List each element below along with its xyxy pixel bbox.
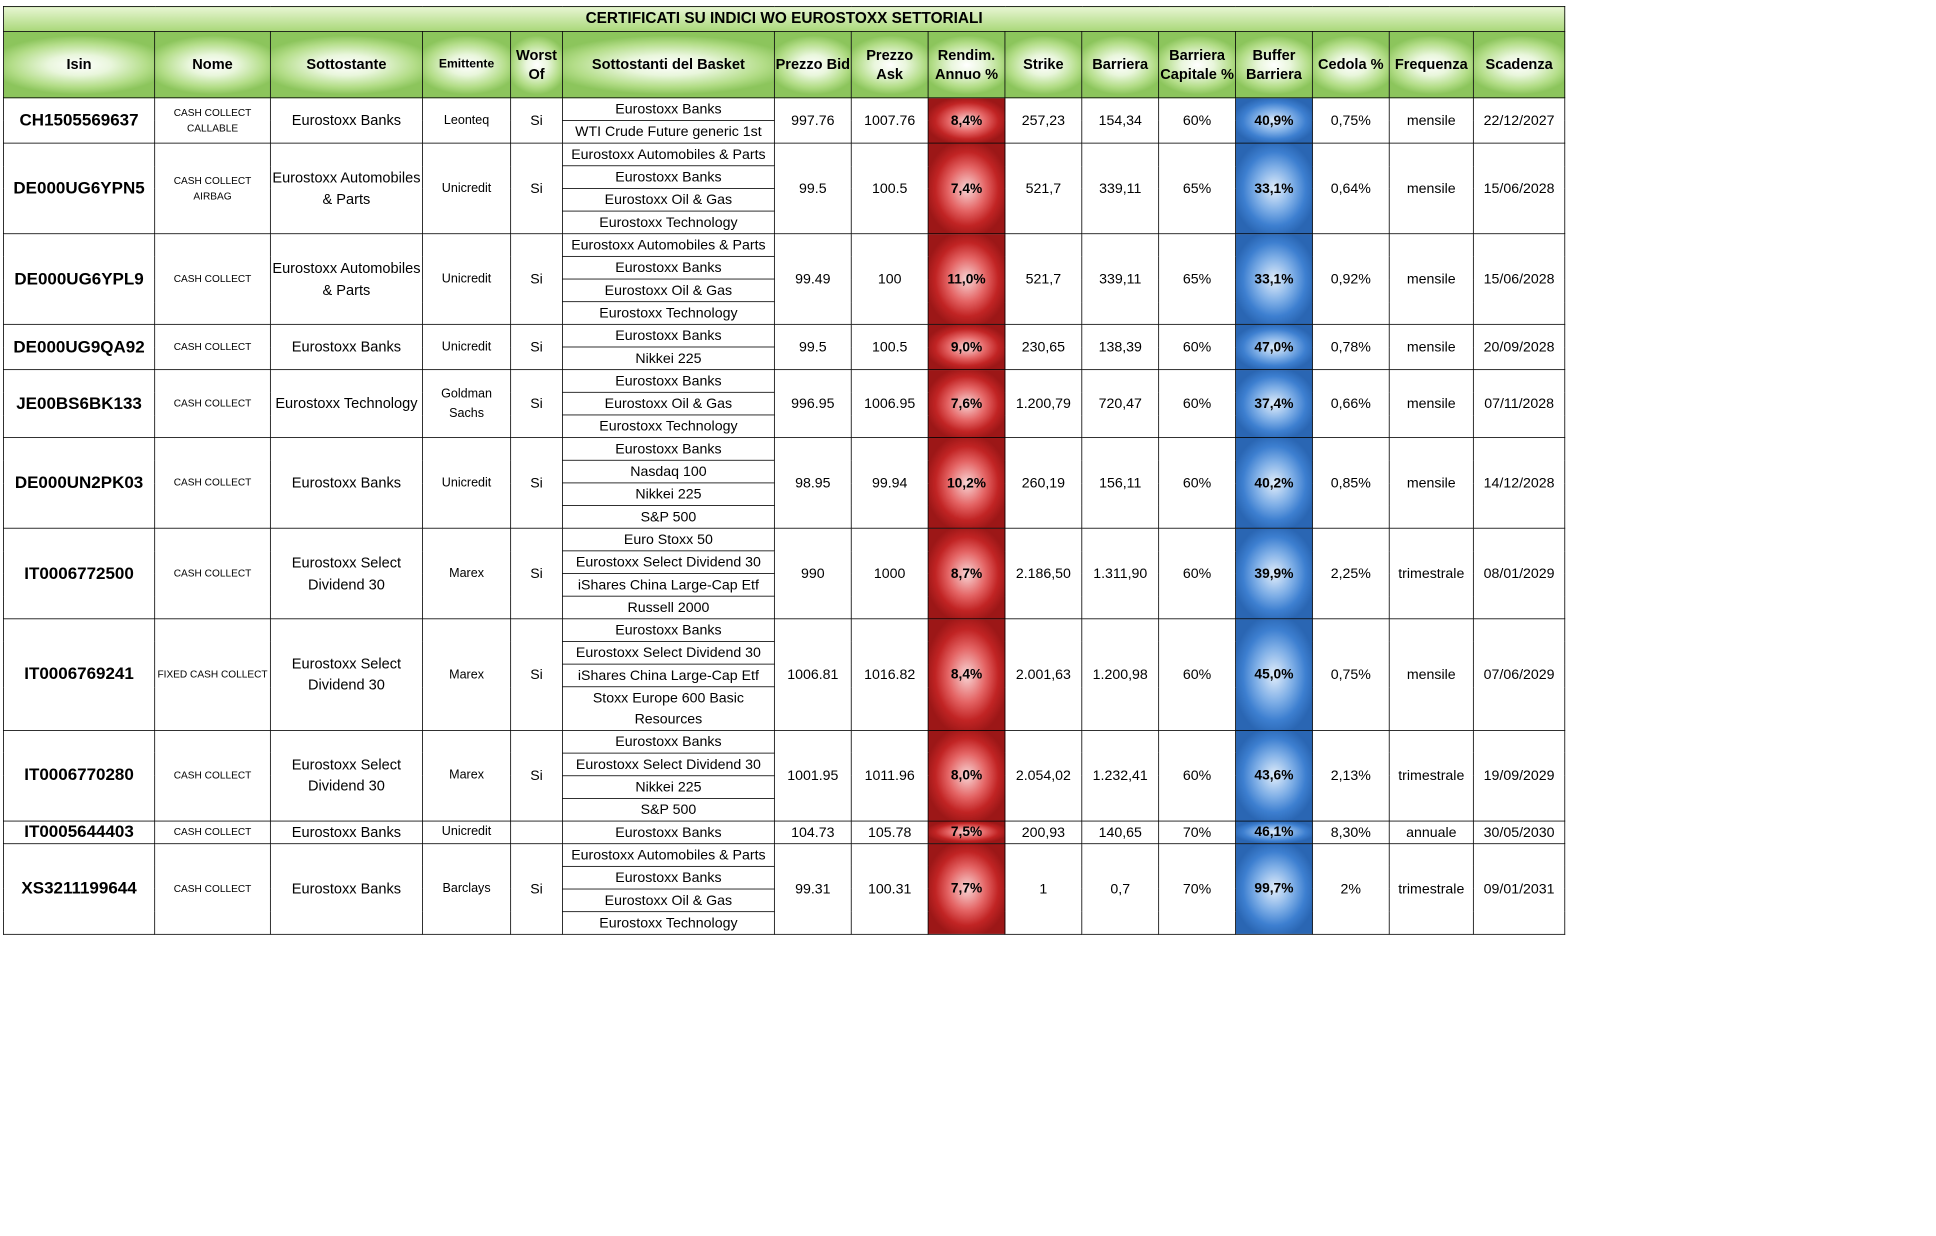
prezzo-ask-cell: 1006.95 — [851, 370, 928, 438]
strike-cell: 521,7 — [1005, 143, 1082, 234]
emittente-cell: Barclays — [422, 843, 510, 934]
emittente-cell: Unicredit — [422, 821, 510, 844]
header-sottostante: Sottostante — [270, 31, 422, 97]
worst-of-cell: Si — [511, 143, 563, 234]
basket-item: Eurostoxx Automobiles & Parts — [562, 143, 774, 166]
barriera-cell: 720,47 — [1082, 370, 1159, 438]
worst-of-cell: Si — [511, 438, 563, 529]
basket-item: Eurostoxx Automobiles & Parts — [562, 843, 774, 866]
basket-item: Eurostoxx Banks — [562, 98, 774, 121]
basket-item: Eurostoxx Oil & Gas — [562, 188, 774, 211]
frequenza-cell: annuale — [1389, 821, 1473, 844]
barriera-cell: 1.311,90 — [1082, 528, 1159, 619]
sottostante-cell: Eurostoxx Banks — [270, 438, 422, 529]
nome-cell: CASH COLLECT — [155, 234, 271, 325]
strike-cell: 260,19 — [1005, 438, 1082, 529]
basket-item: Eurostoxx Select Dividend 30 — [562, 551, 774, 574]
strike-cell: 230,65 — [1005, 324, 1082, 369]
emittente-cell: Marex — [422, 528, 510, 619]
barriera-capitale-cell: 70% — [1159, 843, 1236, 934]
table-row — [3, 324, 1564, 347]
basket-item: Euro Stoxx 50 — [562, 528, 774, 551]
frequenza-cell: mensile — [1389, 324, 1473, 369]
barriera-cell: 154,34 — [1082, 98, 1159, 143]
sottostante-cell: Eurostoxx Select Dividend 30 — [270, 730, 422, 821]
strike-cell: 200,93 — [1005, 821, 1082, 844]
basket-item: Eurostoxx Banks — [562, 166, 774, 189]
basket-item: Eurostoxx Banks — [562, 866, 774, 889]
barriera-cell: 156,11 — [1082, 438, 1159, 529]
rendimento-cell: 11,0% — [928, 234, 1005, 325]
worst-of-cell: Si — [511, 370, 563, 438]
worst-of-cell: Si — [511, 619, 563, 730]
nome-cell: CASH COLLECT — [155, 370, 271, 438]
header-worst-of: Worst Of — [511, 31, 563, 97]
worst-of-cell: Si — [511, 324, 563, 369]
prezzo-bid-cell: 99.49 — [774, 234, 851, 325]
buffer-barriera-cell: 40,9% — [1236, 98, 1313, 143]
prezzo-ask-cell: 100.5 — [851, 143, 928, 234]
barriera-capitale-cell: 60% — [1159, 730, 1236, 821]
strike-cell: 2.001,63 — [1005, 619, 1082, 730]
rendimento-cell: 7,4% — [928, 143, 1005, 234]
frequenza-cell: mensile — [1389, 234, 1473, 325]
header-buffer-barriera: Buffer Barriera — [1236, 31, 1313, 97]
nome-cell: CASH COLLECT CALLABLE — [155, 98, 271, 143]
barriera-capitale-cell: 60% — [1159, 324, 1236, 369]
table-row — [3, 234, 1564, 257]
sottostante-cell: Eurostoxx Banks — [270, 843, 422, 934]
buffer-barriera-cell: 33,1% — [1236, 234, 1313, 325]
frequenza-cell: mensile — [1389, 619, 1473, 730]
scadenza-cell: 09/01/2031 — [1473, 843, 1565, 934]
rendimento-cell: 8,0% — [928, 730, 1005, 821]
prezzo-bid-cell: 996.95 — [774, 370, 851, 438]
isin-cell: IT0006769241 — [3, 619, 154, 730]
sottostante-cell: Eurostoxx Technology — [270, 370, 422, 438]
basket-item: Eurostoxx Banks — [562, 619, 774, 642]
prezzo-ask-cell: 1007.76 — [851, 98, 928, 143]
table-row — [3, 619, 1564, 642]
nome-cell: CASH COLLECT — [155, 324, 271, 369]
scadenza-cell: 14/12/2028 — [1473, 438, 1565, 529]
barriera-cell: 0,7 — [1082, 843, 1159, 934]
basket-item: Eurostoxx Banks — [562, 324, 774, 347]
table-row — [3, 143, 1564, 166]
cedola-cell: 0,75% — [1312, 619, 1389, 730]
prezzo-bid-cell: 98.95 — [774, 438, 851, 529]
header-emittente: Emittente — [422, 31, 510, 97]
prezzo-ask-cell: 1011.96 — [851, 730, 928, 821]
buffer-barriera-cell: 47,0% — [1236, 324, 1313, 369]
isin-cell: DE000UG6YPL9 — [3, 234, 154, 325]
sottostante-cell: Eurostoxx Select Dividend 30 — [270, 528, 422, 619]
cedola-cell: 2,25% — [1312, 528, 1389, 619]
prezzo-bid-cell: 1001.95 — [774, 730, 851, 821]
rendimento-cell: 8,4% — [928, 98, 1005, 143]
header-isin: Isin — [3, 31, 154, 97]
rendimento-cell: 10,2% — [928, 438, 1005, 529]
rendimento-cell: 7,6% — [928, 370, 1005, 438]
prezzo-ask-cell: 100.31 — [851, 843, 928, 934]
page-title: CERTIFICATI SU INDICI WO EUROSTOXX SETTORIALI — [3, 6, 1564, 31]
scadenza-cell: 08/01/2029 — [1473, 528, 1565, 619]
basket-item: Eurostoxx Banks — [562, 730, 774, 753]
sottostante-cell: Eurostoxx Banks — [270, 821, 422, 844]
basket-item: Eurostoxx Banks — [562, 438, 774, 461]
rendimento-cell: 7,5% — [928, 821, 1005, 844]
buffer-barriera-cell: 43,6% — [1236, 730, 1313, 821]
header-row — [3, 31, 1564, 97]
sottostante-cell: Eurostoxx Banks — [270, 98, 422, 143]
emittente-cell: Unicredit — [422, 438, 510, 529]
prezzo-ask-cell: 105.78 — [851, 821, 928, 844]
header-basket: Sottostanti del Basket — [562, 31, 774, 97]
table-row — [3, 821, 1564, 844]
buffer-barriera-cell: 99,7% — [1236, 843, 1313, 934]
basket-item: Stoxx Europe 600 Basic Resources — [562, 687, 774, 730]
emittente-cell: Goldman Sachs — [422, 370, 510, 438]
barriera-capitale-cell: 70% — [1159, 821, 1236, 844]
basket-item: Eurostoxx Select Dividend 30 — [562, 753, 774, 776]
barriera-cell: 1.232,41 — [1082, 730, 1159, 821]
sottostante-cell: Eurostoxx Banks — [270, 324, 422, 369]
cedola-cell: 2,13% — [1312, 730, 1389, 821]
buffer-barriera-cell: 37,4% — [1236, 370, 1313, 438]
basket-item: Nikkei 225 — [562, 483, 774, 506]
table-wrapper — [3, 6, 1564, 934]
basket-item: Nasdaq 100 — [562, 460, 774, 483]
prezzo-bid-cell: 997.76 — [774, 98, 851, 143]
header-frequenza: Frequenza — [1389, 31, 1473, 97]
rendimento-cell: 8,4% — [928, 619, 1005, 730]
frequenza-cell: trimestrale — [1389, 730, 1473, 821]
nome-cell: CASH COLLECT — [155, 821, 271, 844]
barriera-capitale-cell: 65% — [1159, 234, 1236, 325]
barriera-cell: 339,11 — [1082, 143, 1159, 234]
cedola-cell: 2% — [1312, 843, 1389, 934]
buffer-barriera-cell: 39,9% — [1236, 528, 1313, 619]
prezzo-ask-cell: 100.5 — [851, 324, 928, 369]
emittente-cell: Unicredit — [422, 143, 510, 234]
emittente-cell: Leonteq — [422, 98, 510, 143]
header-barriera-capitale: Barriera Capitale % — [1159, 31, 1236, 97]
basket-item: Eurostoxx Technology — [562, 911, 774, 934]
sottostante-cell: Eurostoxx Automobiles & Parts — [270, 143, 422, 234]
worst-of-cell — [511, 821, 563, 844]
strike-cell: 521,7 — [1005, 234, 1082, 325]
basket-item: Eurostoxx Technology — [562, 211, 774, 234]
cedola-cell: 0,75% — [1312, 98, 1389, 143]
header-scadenza: Scadenza — [1473, 31, 1565, 97]
scadenza-cell: 22/12/2027 — [1473, 98, 1565, 143]
basket-item: iShares China Large-Cap Etf — [562, 574, 774, 597]
prezzo-ask-cell: 1000 — [851, 528, 928, 619]
barriera-capitale-cell: 65% — [1159, 143, 1236, 234]
frequenza-cell: mensile — [1389, 143, 1473, 234]
barriera-capitale-cell: 60% — [1159, 619, 1236, 730]
isin-cell: IT0005644403 — [3, 821, 154, 844]
table-row — [3, 843, 1564, 866]
cedola-cell: 0,92% — [1312, 234, 1389, 325]
header-prezzo-ask: Prezzo Ask — [851, 31, 928, 97]
certificates-table — [3, 6, 1565, 934]
barriera-capitale-cell: 60% — [1159, 528, 1236, 619]
basket-item: Eurostoxx Oil & Gas — [562, 889, 774, 912]
nome-cell: CASH COLLECT — [155, 730, 271, 821]
prezzo-bid-cell: 104.73 — [774, 821, 851, 844]
header-barriera: Barriera — [1082, 31, 1159, 97]
isin-cell: CH1505569637 — [3, 98, 154, 143]
prezzo-bid-cell: 1006.81 — [774, 619, 851, 730]
worst-of-cell: Si — [511, 234, 563, 325]
rendimento-cell: 9,0% — [928, 324, 1005, 369]
basket-item: Nikkei 225 — [562, 775, 774, 798]
strike-cell: 1.200,79 — [1005, 370, 1082, 438]
basket-item: Eurostoxx Oil & Gas — [562, 392, 774, 415]
cedola-cell: 0,78% — [1312, 324, 1389, 369]
header-nome: Nome — [155, 31, 271, 97]
buffer-barriera-cell: 33,1% — [1236, 143, 1313, 234]
basket-item: Russell 2000 — [562, 596, 774, 619]
basket-item: Eurostoxx Technology — [562, 415, 774, 438]
barriera-cell: 140,65 — [1082, 821, 1159, 844]
scadenza-cell: 19/09/2029 — [1473, 730, 1565, 821]
prezzo-bid-cell: 99.31 — [774, 843, 851, 934]
sottostante-cell: Eurostoxx Automobiles & Parts — [270, 234, 422, 325]
basket-item: S&P 500 — [562, 506, 774, 529]
cedola-cell: 8,30% — [1312, 821, 1389, 844]
header-rendimento: Rendim. Annuo % — [928, 31, 1005, 97]
frequenza-cell: trimestrale — [1389, 528, 1473, 619]
cedola-cell: 0,64% — [1312, 143, 1389, 234]
strike-cell: 1 — [1005, 843, 1082, 934]
basket-item: iShares China Large-Cap Etf — [562, 664, 774, 687]
worst-of-cell: Si — [511, 98, 563, 143]
prezzo-ask-cell: 1016.82 — [851, 619, 928, 730]
isin-cell: IT0006772500 — [3, 528, 154, 619]
nome-cell: FIXED CASH COLLECT — [155, 619, 271, 730]
worst-of-cell: Si — [511, 730, 563, 821]
table-body — [3, 98, 1564, 934]
basket-item: Eurostoxx Banks — [562, 256, 774, 279]
header-cedola: Cedola % — [1312, 31, 1389, 97]
prezzo-ask-cell: 99.94 — [851, 438, 928, 529]
sottostante-cell: Eurostoxx Select Dividend 30 — [270, 619, 422, 730]
isin-cell: XS3211199644 — [3, 843, 154, 934]
header-strike: Strike — [1005, 31, 1082, 97]
scadenza-cell: 07/11/2028 — [1473, 370, 1565, 438]
scadenza-cell: 15/06/2028 — [1473, 143, 1565, 234]
worst-of-cell: Si — [511, 843, 563, 934]
strike-cell: 2.054,02 — [1005, 730, 1082, 821]
emittente-cell: Marex — [422, 730, 510, 821]
nome-cell: CASH COLLECT AIRBAG — [155, 143, 271, 234]
table-row — [3, 730, 1564, 753]
nome-cell: CASH COLLECT — [155, 843, 271, 934]
barriera-capitale-cell: 60% — [1159, 370, 1236, 438]
frequenza-cell: mensile — [1389, 370, 1473, 438]
scadenza-cell: 30/05/2030 — [1473, 821, 1565, 844]
barriera-capitale-cell: 60% — [1159, 98, 1236, 143]
rendimento-cell: 7,7% — [928, 843, 1005, 934]
barriera-cell: 339,11 — [1082, 234, 1159, 325]
cedola-cell: 0,66% — [1312, 370, 1389, 438]
nome-cell: CASH COLLECT — [155, 528, 271, 619]
isin-cell: JE00BS6BK133 — [3, 370, 154, 438]
cedola-cell: 0,85% — [1312, 438, 1389, 529]
emittente-cell: Marex — [422, 619, 510, 730]
scadenza-cell: 15/06/2028 — [1473, 234, 1565, 325]
frequenza-cell: trimestrale — [1389, 843, 1473, 934]
isin-cell: DE000UG9QA92 — [3, 324, 154, 369]
basket-item: Eurostoxx Oil & Gas — [562, 279, 774, 302]
table-row — [3, 438, 1564, 461]
prezzo-bid-cell: 99.5 — [774, 143, 851, 234]
frequenza-cell: mensile — [1389, 438, 1473, 529]
buffer-barriera-cell: 45,0% — [1236, 619, 1313, 730]
basket-item: Eurostoxx Select Dividend 30 — [562, 641, 774, 664]
buffer-barriera-cell: 40,2% — [1236, 438, 1313, 529]
barriera-capitale-cell: 60% — [1159, 438, 1236, 529]
prezzo-bid-cell: 99.5 — [774, 324, 851, 369]
basket-item: Eurostoxx Automobiles & Parts — [562, 234, 774, 257]
basket-item: Nikkei 225 — [562, 347, 774, 370]
rendimento-cell: 8,7% — [928, 528, 1005, 619]
isin-cell: DE000UG6YPN5 — [3, 143, 154, 234]
basket-item: Eurostoxx Banks — [562, 821, 774, 844]
basket-item: Eurostoxx Technology — [562, 302, 774, 325]
strike-cell: 2.186,50 — [1005, 528, 1082, 619]
isin-cell: DE000UN2PK03 — [3, 438, 154, 529]
barriera-cell: 1.200,98 — [1082, 619, 1159, 730]
prezzo-bid-cell: 990 — [774, 528, 851, 619]
nome-cell: CASH COLLECT — [155, 438, 271, 529]
buffer-barriera-cell: 46,1% — [1236, 821, 1313, 844]
emittente-cell: Unicredit — [422, 324, 510, 369]
scadenza-cell: 07/06/2029 — [1473, 619, 1565, 730]
frequenza-cell: mensile — [1389, 98, 1473, 143]
barriera-cell: 138,39 — [1082, 324, 1159, 369]
basket-item: S&P 500 — [562, 798, 774, 821]
basket-item: Eurostoxx Banks — [562, 370, 774, 393]
isin-cell: IT0006770280 — [3, 730, 154, 821]
scadenza-cell: 20/09/2028 — [1473, 324, 1565, 369]
worst-of-cell: Si — [511, 528, 563, 619]
prezzo-ask-cell: 100 — [851, 234, 928, 325]
basket-item: WTI Crude Future generic 1st — [562, 120, 774, 143]
table-row — [3, 370, 1564, 393]
table-row — [3, 98, 1564, 121]
table-row — [3, 528, 1564, 551]
emittente-cell: Unicredit — [422, 234, 510, 325]
header-prezzo-bid: Prezzo Bid — [774, 31, 851, 97]
strike-cell: 257,23 — [1005, 98, 1082, 143]
